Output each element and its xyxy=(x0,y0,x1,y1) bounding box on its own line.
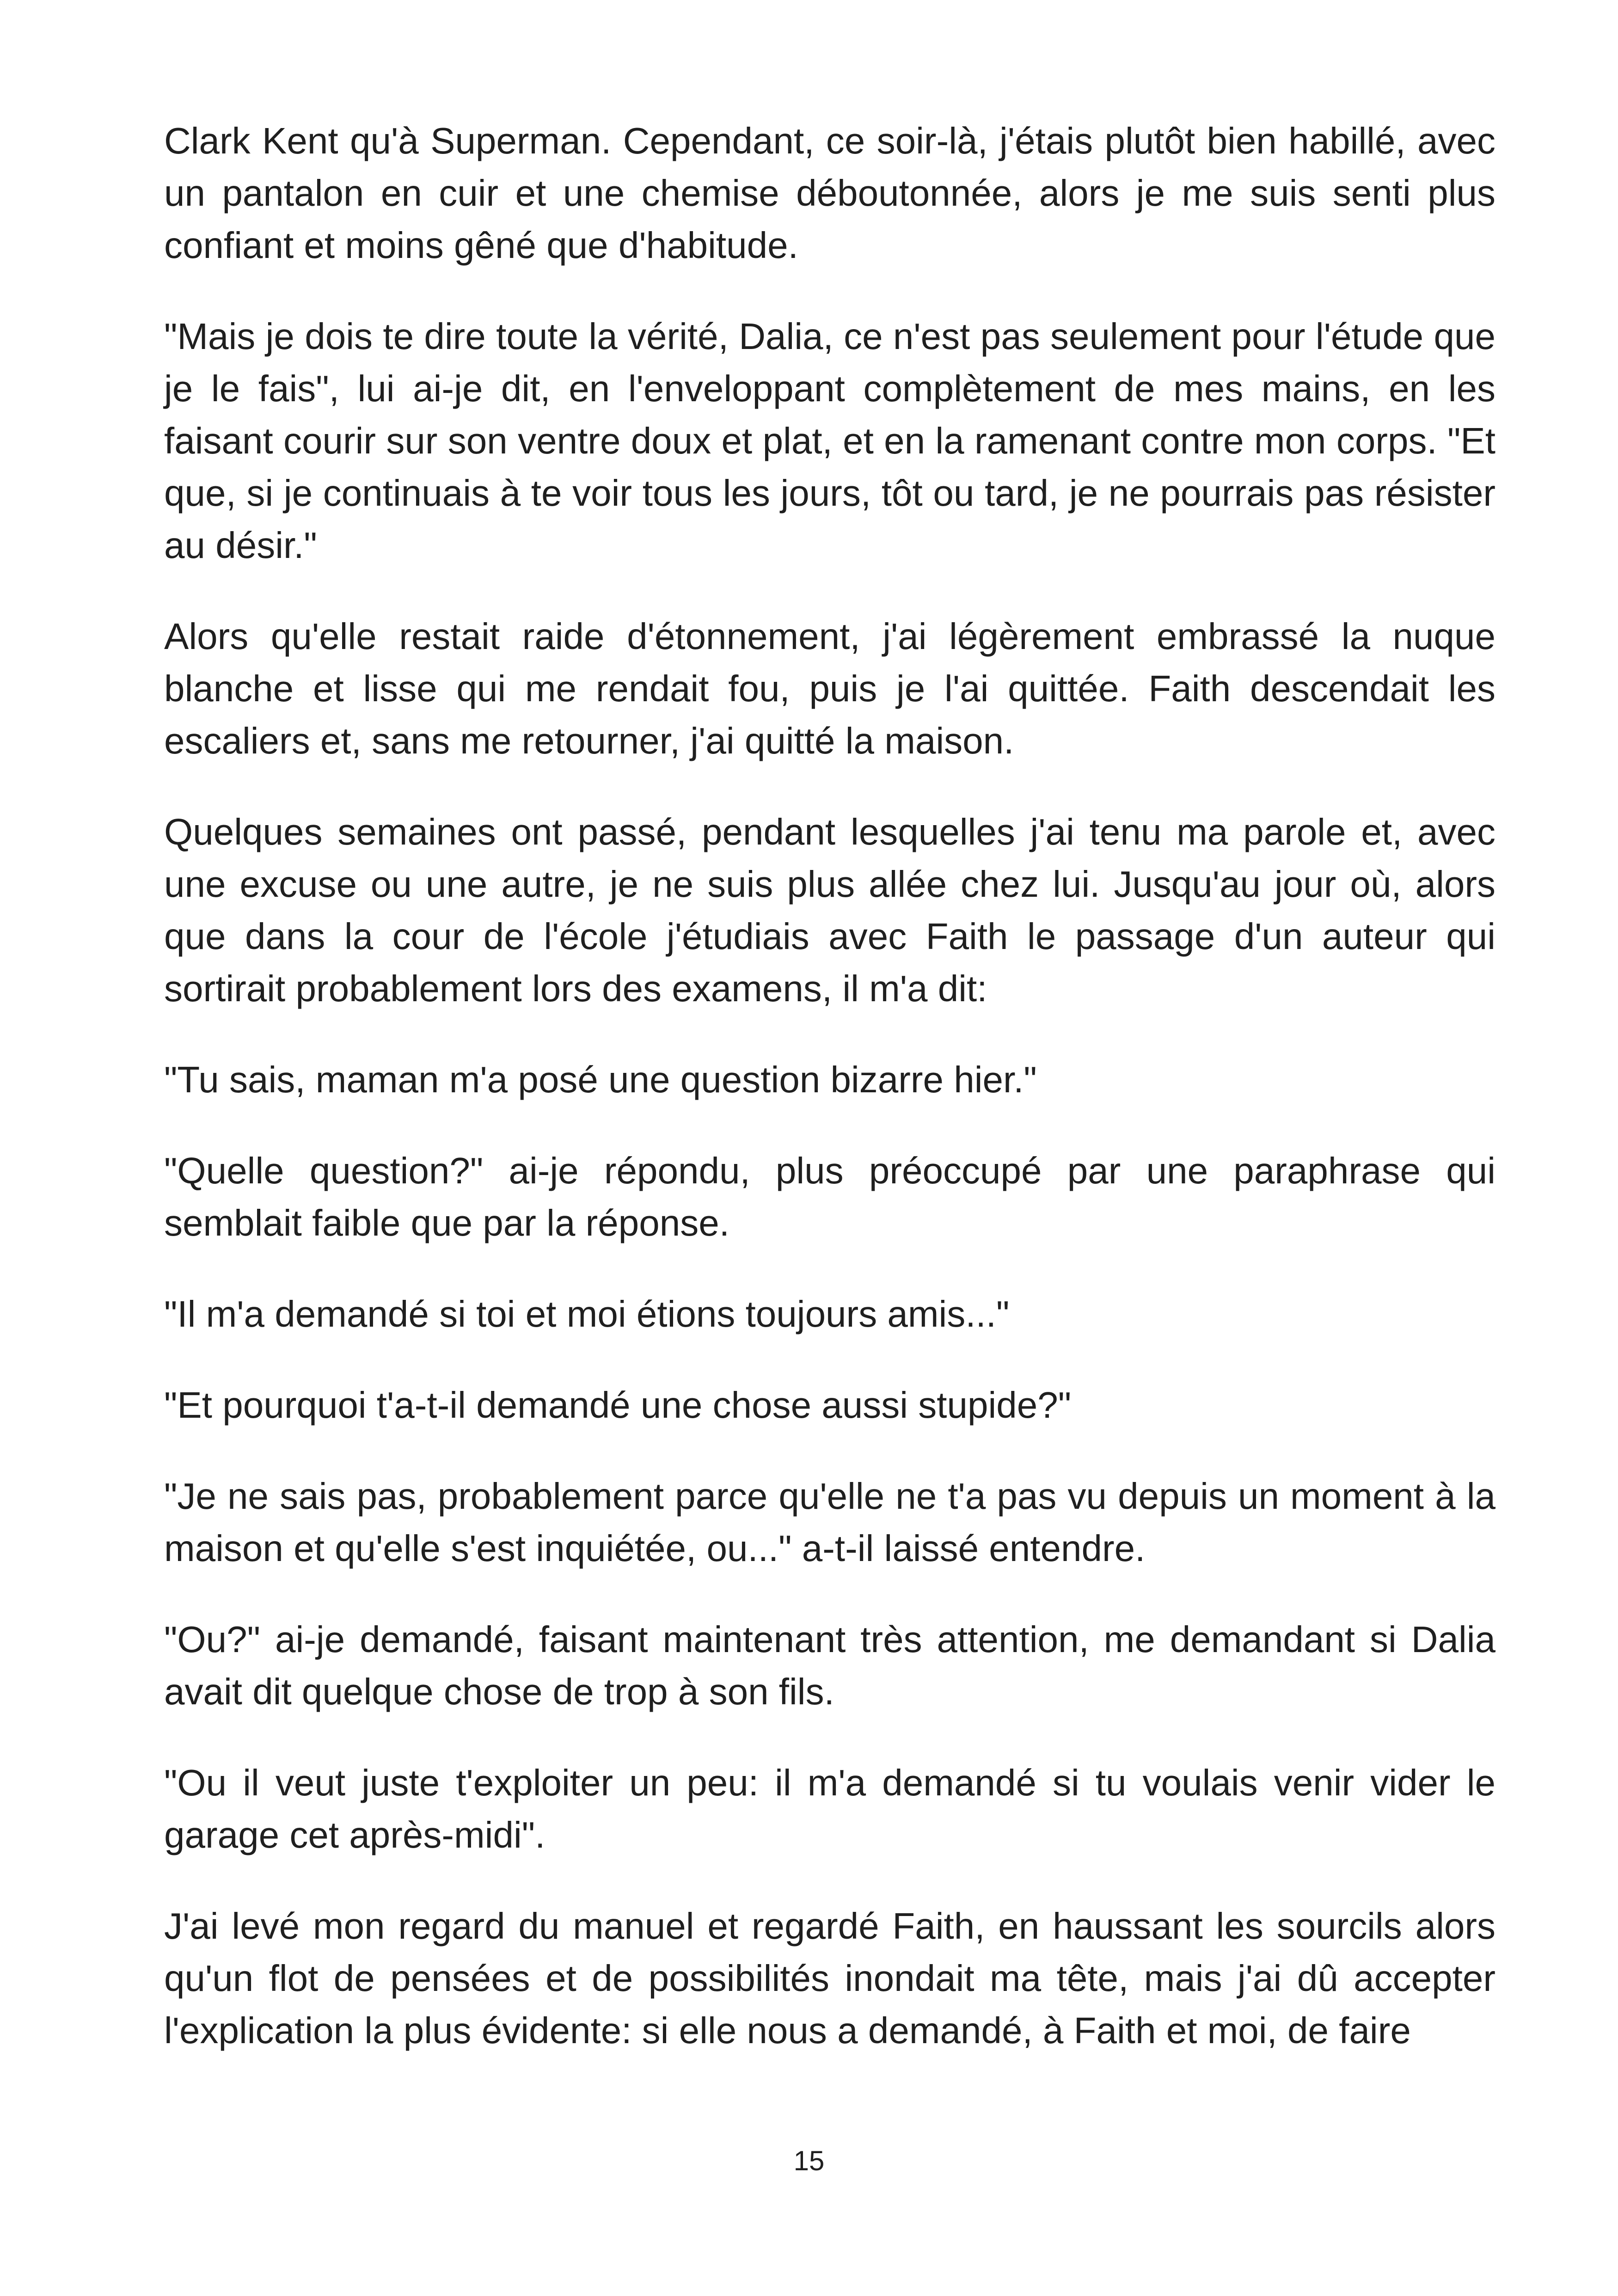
paragraph: Alors qu'elle restait raide d'étonnement, j'ai légèrement embrassé la nuque blanche et lisse qui me rendait fou, puis je l'ai quittée. Faith descendait les escaliers et, sans me retourner, j'ai quitté la maison. xyxy=(164,616,1495,761)
page-number: 15 xyxy=(793,2145,825,2176)
body-text xyxy=(164,115,1495,2095)
paragraph: "Il m'a demandé si toi et moi étions toujours amis..." xyxy=(164,1293,1010,1335)
paragraph: "Tu sais, maman m'a posé une question bizarre hier." xyxy=(164,1059,1037,1100)
paragraph: "Je ne sais pas, probablement parce qu'elle ne t'a pas vu depuis un moment à la maison et qu'elle s'est inquiétée, ou..." a-t-il laissé entendre. xyxy=(164,1476,1495,1569)
paragraph: "Et pourquoi t'a-t-il demandé une chose aussi stupide?" xyxy=(164,1384,1072,1426)
paragraph: J'ai levé mon regard du manuel et regardé Faith, en haussant les sourcils alors qu'un flot de pensées et de possibilités inondait ma tête, mais j'ai dû accepter l'explication la plus évidente: si elle nous a demandé, à Faith et moi, de faire xyxy=(164,1905,1495,2051)
paragraph: "Ou il veut juste t'exploiter un peu: il m'a demandé si tu voulais venir vider le garage cet après-midi". xyxy=(164,1762,1495,1855)
paragraph: Clark Kent qu'à Superman. Cependant, ce soir-là, j'étais plutôt bien habillé, avec un pantalon en cuir et une chemise déboutonnée, alors je me suis senti plus confiant et moins gêné que d'habitude. xyxy=(164,120,1495,266)
paragraph: "Ou?" ai-je demandé, faisant maintenant très attention, me demandant si Dalia avait dit quelque chose de trop à son fils. xyxy=(164,1619,1495,1712)
paragraph: "Mais je dois te dire toute la vérité, Dalia, ce n'est pas seulement pour l'étude que je le fais", lui ai-je dit, en l'enveloppant complètement de mes mains, en les faisant courir sur son ventre doux et plat, et en la ramenant contre mon corps. "Et que, si je continuais à te voir tous les jours, tôt ou tard, je ne pourrais pas résister au désir." xyxy=(164,316,1495,566)
paragraph: Quelques semaines ont passé, pendant lesquelles j'ai tenu ma parole et, avec une excuse ou une autre, je ne suis plus allée chez lui. Jusqu'au jour où, alors que dans la cour de l'école j'étudiais avec Faith le passage d'un auteur qui sortirait probablement lors des examens, il m'a dit: xyxy=(164,811,1495,1009)
paragraph: "Quelle question?" ai-je répondu, plus préoccupé par une paraphrase qui semblait faible que par la réponse. xyxy=(164,1150,1495,1243)
